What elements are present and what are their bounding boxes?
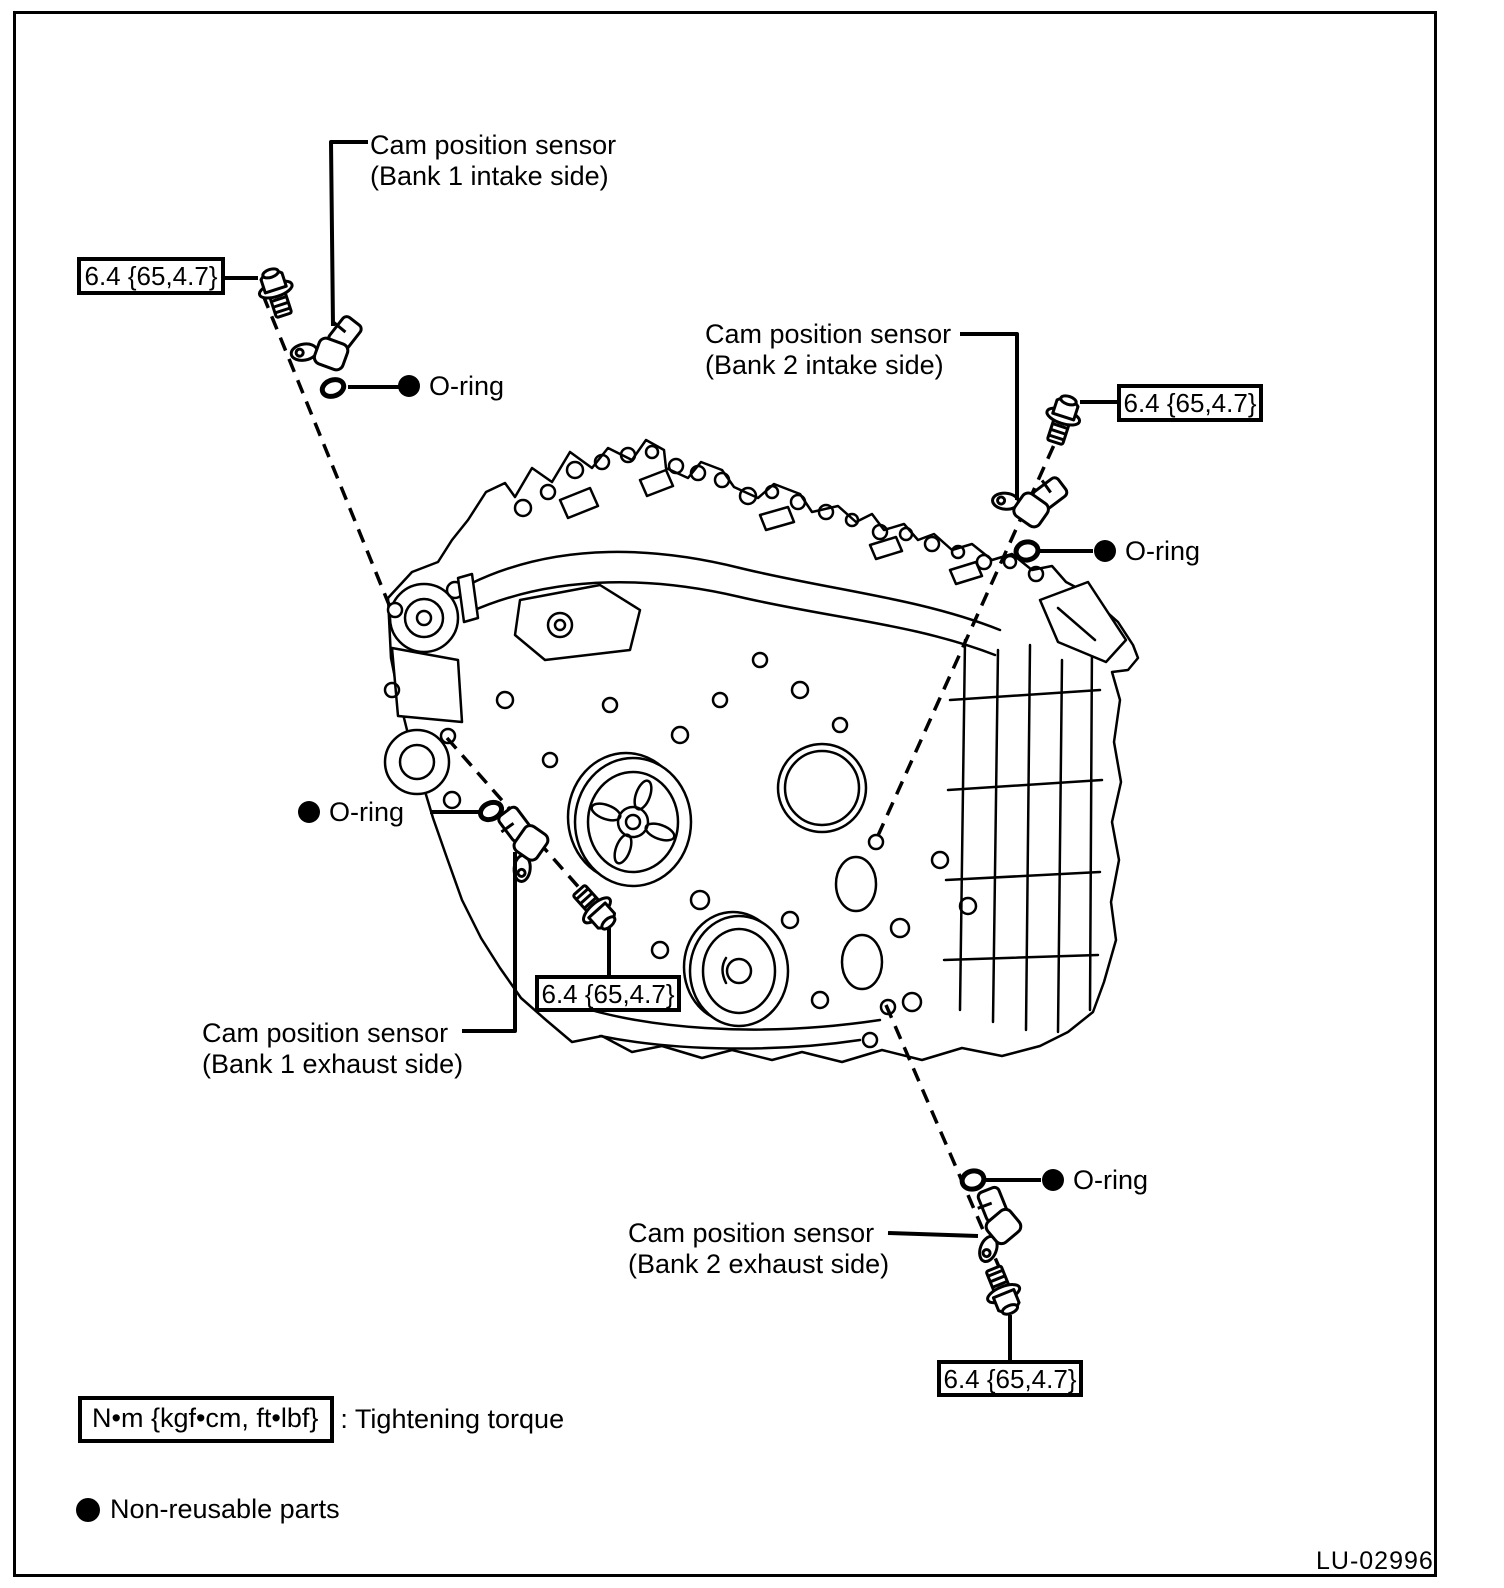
oring-label-bank2-exhaust	[1042, 1166, 1148, 1194]
legend-non-reusable-text: Non-reusable parts	[110, 1494, 340, 1524]
legend-units-box: N•m {kgf•cm, ft•lbf}	[78, 1396, 334, 1443]
non-reusable-dot-icon	[76, 1498, 100, 1522]
legend-non-reusable	[76, 1494, 340, 1525]
label-bank2-intake-line1: Cam position sensor	[705, 319, 952, 349]
bolt-icon	[1039, 391, 1086, 447]
cam-position-sensor-icon	[285, 300, 365, 381]
torque-value: 6.4 {65,4.7}	[1123, 388, 1257, 418]
label-bank2-exhaust	[628, 1218, 889, 1280]
legend-torque	[78, 1396, 564, 1443]
oring-label-text: O-ring	[1125, 536, 1201, 566]
label-bank2-intake-line2: (Bank 2 intake side)	[705, 350, 944, 380]
oring-label-bank1-intake	[398, 372, 504, 400]
oring-label-text: O-ring	[329, 797, 405, 827]
non-reusable-dot-icon	[298, 801, 320, 823]
non-reusable-dot-icon	[1094, 540, 1116, 562]
torque-callout-bank2-exhaust	[937, 1360, 1083, 1397]
o-ring-icon	[960, 1168, 986, 1191]
bolt-icon	[978, 1262, 1028, 1319]
bolt-icon	[253, 264, 300, 320]
non-reusable-dot-icon	[1042, 1169, 1064, 1191]
oil-filter	[778, 744, 866, 832]
label-bank1-intake-line1: Cam position sensor	[370, 130, 617, 160]
label-bank1-exhaust-line2: (Bank 1 exhaust side)	[202, 1049, 464, 1079]
oring-label-text: O-ring	[429, 371, 505, 401]
torque-value: 6.4 {65,4.7}	[541, 978, 675, 1009]
oring-label-bank2-intake	[1094, 537, 1200, 565]
torque-callout-bank1-exhaust	[535, 975, 681, 1012]
o-ring-icon	[320, 377, 346, 400]
label-bank2-intake	[705, 319, 951, 381]
label-bank1-intake	[370, 130, 616, 192]
leader-bank2-exhaust	[888, 1233, 978, 1236]
leader-bank2-intake	[960, 334, 1017, 500]
legend-units-caption: : Tightening torque	[340, 1404, 565, 1434]
engine-block	[385, 440, 1138, 1062]
figure-code: LU-02996	[1316, 1547, 1434, 1575]
label-bank1-exhaust-line1: Cam position sensor	[202, 1018, 449, 1048]
oring-label-bank1-exhaust	[298, 798, 404, 826]
cam-position-sensor-icon	[945, 1181, 1033, 1269]
label-bank1-exhaust	[202, 1018, 463, 1080]
cam-position-sensor-icon	[985, 452, 1072, 539]
label-bank2-exhaust-line2: (Bank 2 exhaust side)	[628, 1249, 890, 1279]
label-bank1-intake-line2: (Bank 1 intake side)	[370, 161, 609, 191]
torque-value: 6.4 {65,4.7}	[84, 261, 218, 291]
torque-callout-bank1-intake	[77, 257, 225, 295]
o-ring-icon	[1015, 540, 1040, 562]
label-bank2-exhaust-line1: Cam position sensor	[628, 1218, 875, 1248]
leader-bank1-intake	[331, 142, 368, 326]
oring-label-text: O-ring	[1073, 1165, 1149, 1195]
non-reusable-dot-icon	[398, 375, 420, 397]
torque-callout-bank2-intake	[1117, 384, 1263, 422]
idler-pulley	[684, 912, 788, 1026]
torque-value: 6.4 {65,4.7}	[943, 1363, 1077, 1394]
